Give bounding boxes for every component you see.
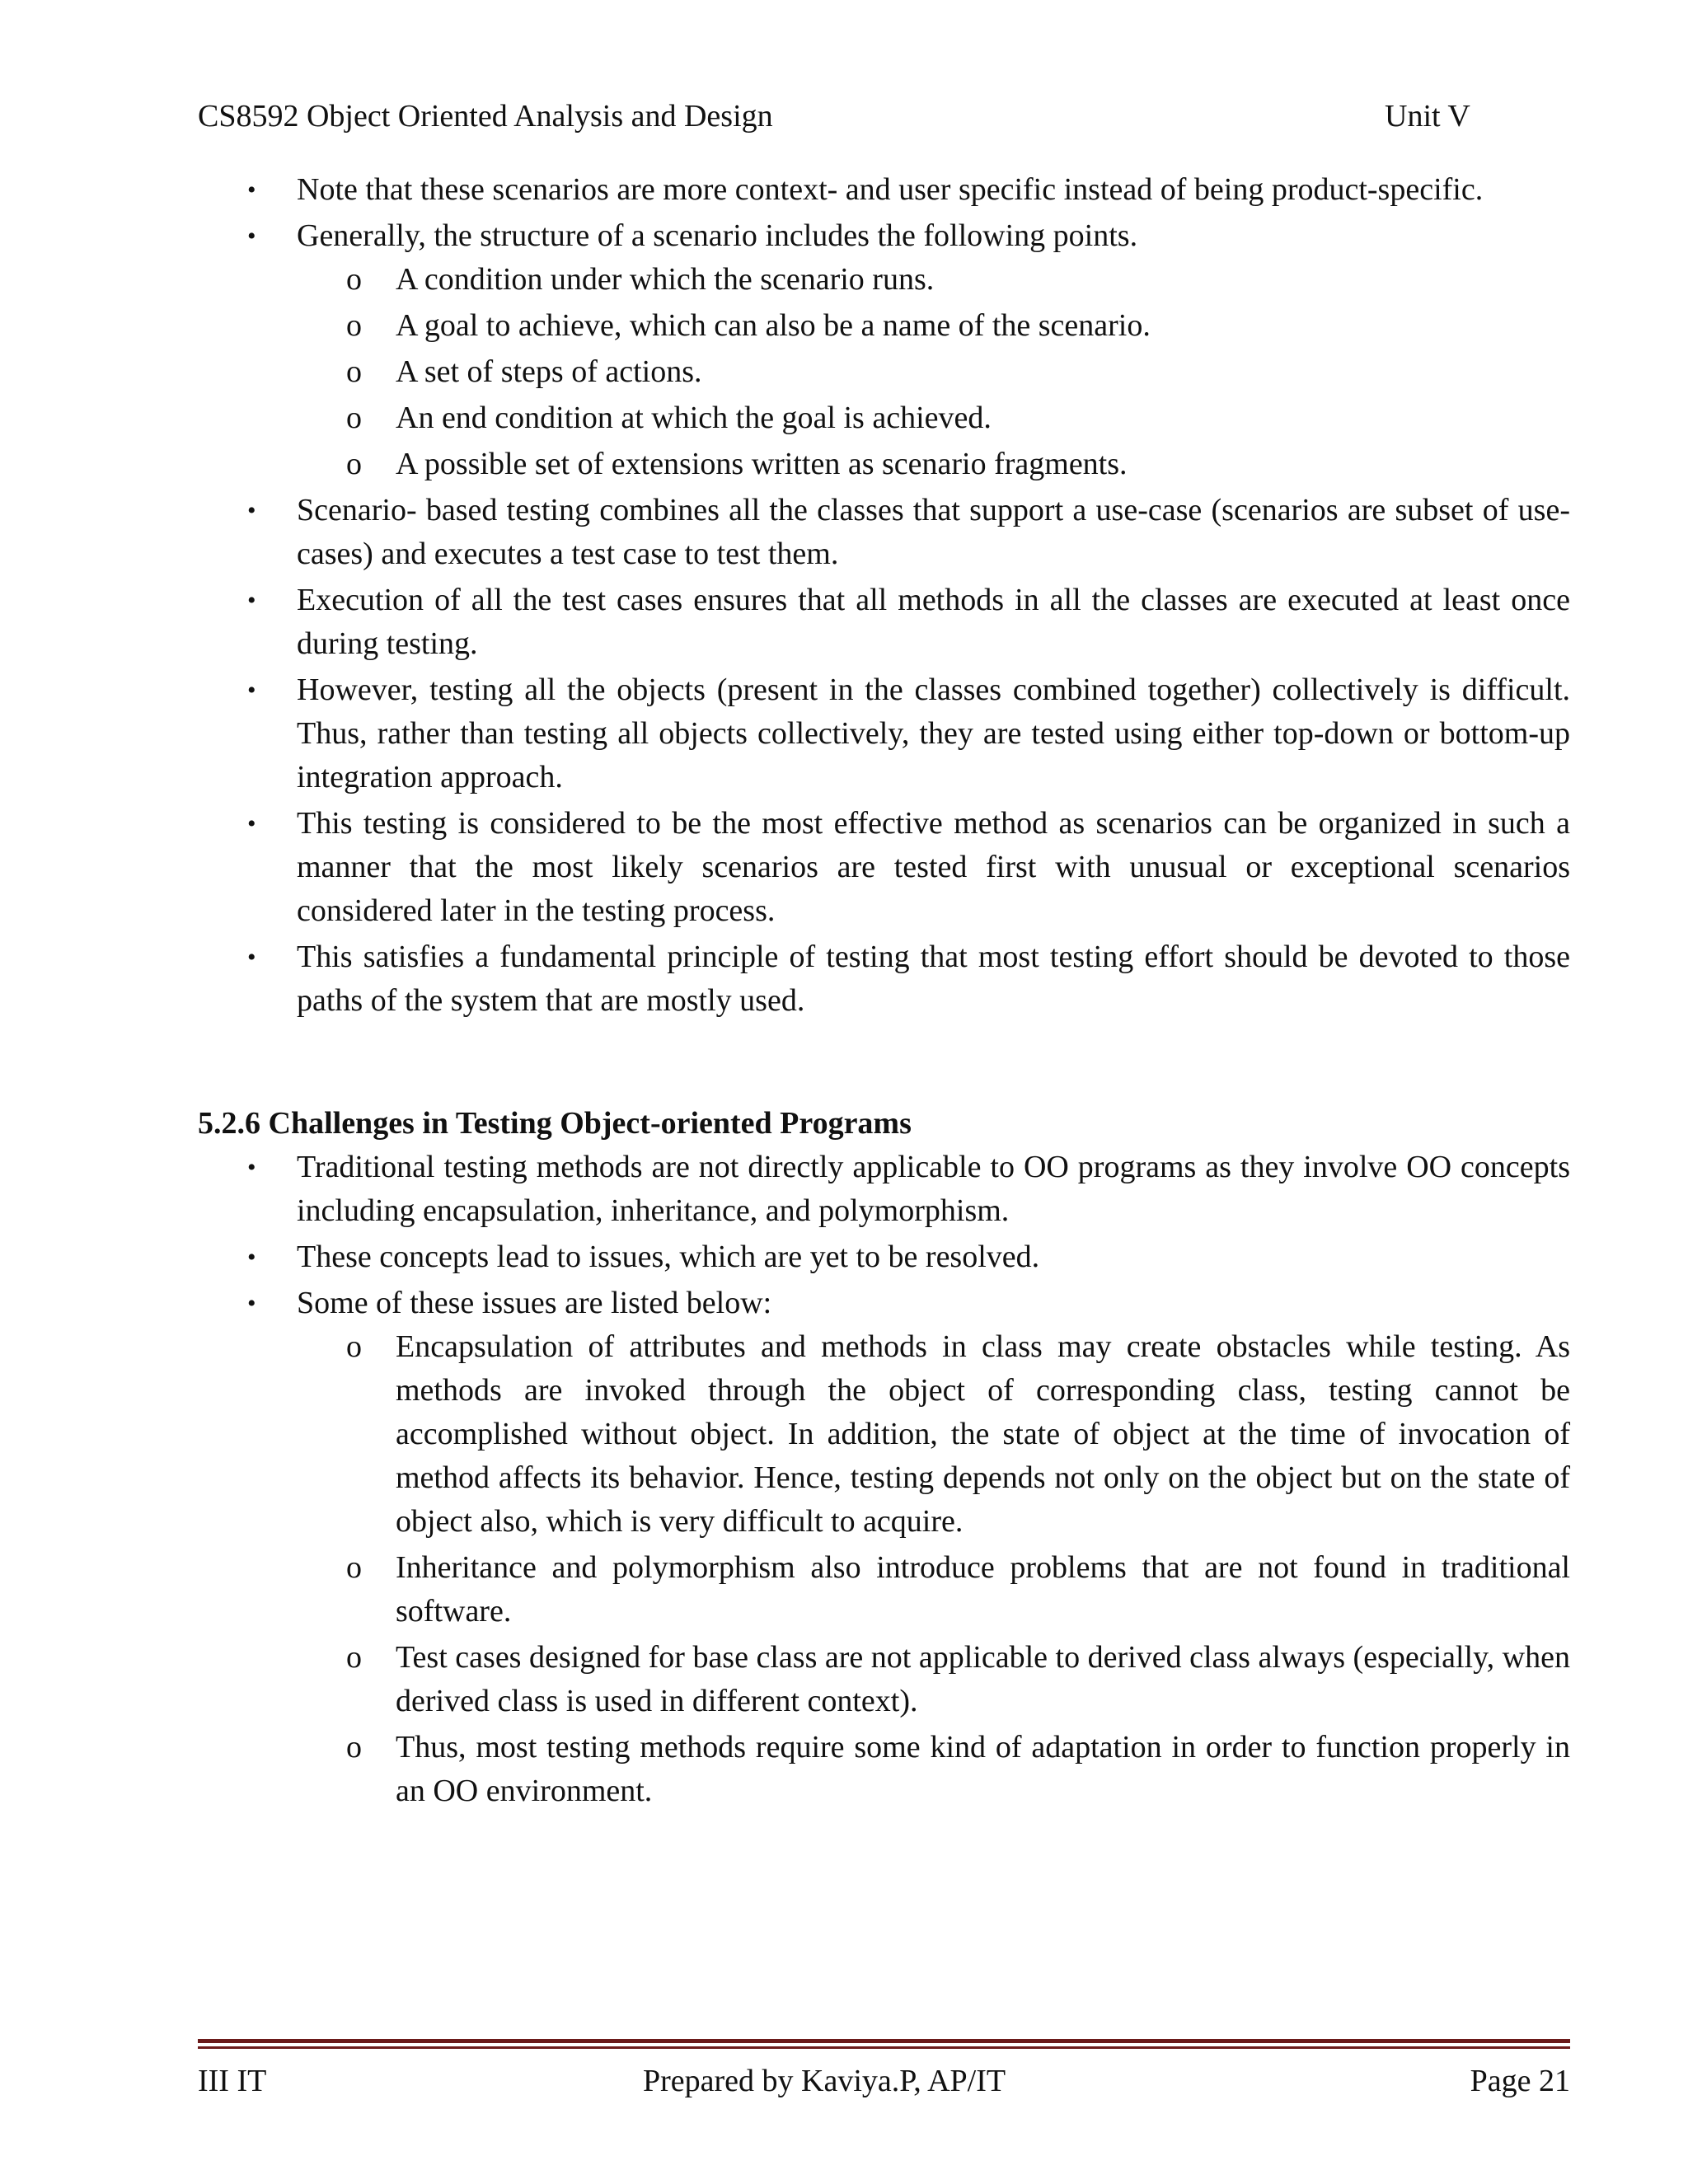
page-content (198, 168, 1570, 1816)
bullet-marker: • (247, 810, 256, 837)
sub-marker: o (346, 401, 362, 435)
bullet-text: Generally, the structure of a scenario includes the following points. (297, 218, 1138, 253)
sub-marker: o (346, 1640, 362, 1675)
sub-item-text: An end condition at which the goal is achieved. (396, 401, 992, 435)
sub-item-text: A condition under which the scenario runs. (396, 262, 935, 297)
sub-marker: o (346, 1329, 362, 1364)
bullet-item (198, 489, 1570, 576)
bullet-text: Note that these scenarios are more context- and user specific instead of being product-specific. (297, 172, 1484, 207)
bullet-marker: • (247, 176, 256, 204)
bullet-marker: • (247, 587, 256, 614)
bullet-marker: • (247, 944, 256, 971)
bullet-marker: • (247, 223, 256, 250)
sub-item-text: Inheritance and polymorphism also introduce problems that are not found in traditional software. (396, 1550, 1570, 1629)
sub-marker: o (346, 354, 362, 389)
footer-class: III IT (198, 2064, 267, 2098)
bullet-text: This testing is considered to be the most effective method as scenarios can be organized in such a manner that the most likely scenarios are tested first with unusual or exceptional scenarios considered later in the testing process. (297, 806, 1570, 928)
bullet-text: Execution of all the test cases ensures that all methods in all the classes are executed at least once during testing. (297, 583, 1570, 661)
sub-marker: o (346, 262, 362, 297)
sub-item (198, 350, 1570, 394)
sub-item-text: Test cases designed for base class are not applicable to derived class always (especially, when derived class is used in different context). (396, 1640, 1570, 1718)
scenario-bullet-list (198, 168, 1570, 1023)
bullet-text: However, testing all the objects (present in the classes combined together) collectively is difficult. Thus, rather than testing all objects collectively, they are tested using either top-down or bottom-up integration approach. (297, 673, 1570, 794)
sub-marker: o (346, 447, 362, 481)
sub-item (198, 396, 1570, 440)
sub-item (198, 1636, 1570, 1723)
sub-list (297, 1325, 1570, 1813)
unit-label: Unit V (1385, 99, 1470, 134)
sub-list (297, 258, 1570, 486)
bullet-marker: • (247, 677, 256, 704)
sub-item-text: Thus, most testing methods require some kind of adaptation in order to function properly in an OO environment. (396, 1730, 1570, 1808)
section-heading: 5.2.6 Challenges in Testing Object-oriented Programs (198, 1106, 912, 1141)
sub-item (198, 1726, 1570, 1813)
bullet-item (198, 935, 1570, 1023)
bullet-marker: • (247, 1154, 256, 1181)
sub-item (198, 1325, 1570, 1544)
bullet-item (198, 1235, 1570, 1279)
sub-item (198, 1546, 1570, 1633)
sub-item-text: A goal to achieve, which can also be a name of the scenario. (396, 308, 1151, 343)
bullet-item (198, 579, 1570, 666)
bullet-text: Scenario- based testing combines all the classes that support a use-case (scenarios are subset of use-cases) and executes a test case to test them. (297, 493, 1570, 571)
footer-author: Prepared by Kaviya.P, AP/IT (643, 2064, 1006, 2098)
bullet-text: These concepts lead to issues, which are yet to be resolved. (297, 1240, 1040, 1274)
bullet-marker: • (247, 1290, 256, 1317)
page-header (198, 96, 1484, 137)
sub-item-text: A possible set of extensions written as scenario fragments. (396, 447, 1128, 481)
bullet-item (198, 168, 1570, 212)
bullet-item (198, 1282, 1570, 1813)
bullet-marker: • (247, 497, 256, 524)
sub-item (198, 443, 1570, 486)
course-title: CS8592 Object Oriented Analysis and Design (198, 99, 773, 134)
bullet-item (198, 668, 1570, 799)
sub-item (198, 304, 1570, 348)
footer-rule-thick (198, 2039, 1570, 2043)
challenges-bullet-list (198, 1146, 1570, 1813)
bullet-item (198, 802, 1570, 933)
sub-item-text: Encapsulation of attributes and methods in class may create obstacles while testing. As methods are invoked through the object of corresponding class, testing cannot be accomplished without object. In addition, the state of object at the time of invocation of method affects its behavior. Hence, testing depends not only on the object but on the state of object also, which is very difficult to acquire. (396, 1329, 1570, 1539)
footer-rule-thin (198, 2046, 1570, 2049)
sub-marker: o (346, 1730, 362, 1765)
bullet-text: Some of these issues are listed below: (297, 1286, 772, 1320)
bullet-item (198, 214, 1570, 486)
footer-rule (198, 2039, 1570, 2052)
sub-marker: o (346, 1550, 362, 1585)
sub-item-text: A set of steps of actions. (396, 354, 702, 389)
bullet-text: Traditional testing methods are not directly applicable to OO programs as they involve OO concepts including encapsulation, inheritance, and polymorphism. (297, 1150, 1570, 1228)
bullet-marker: • (247, 1244, 256, 1271)
bullet-text: This satisfies a fundamental principle of testing that most testing effort should be devoted to those paths of the system that are mostly used. (297, 940, 1570, 1018)
sub-item (198, 258, 1570, 302)
sub-marker: o (346, 308, 362, 343)
bullet-item (198, 1146, 1570, 1233)
footer-page-number: Page 21 (1470, 2064, 1570, 2098)
